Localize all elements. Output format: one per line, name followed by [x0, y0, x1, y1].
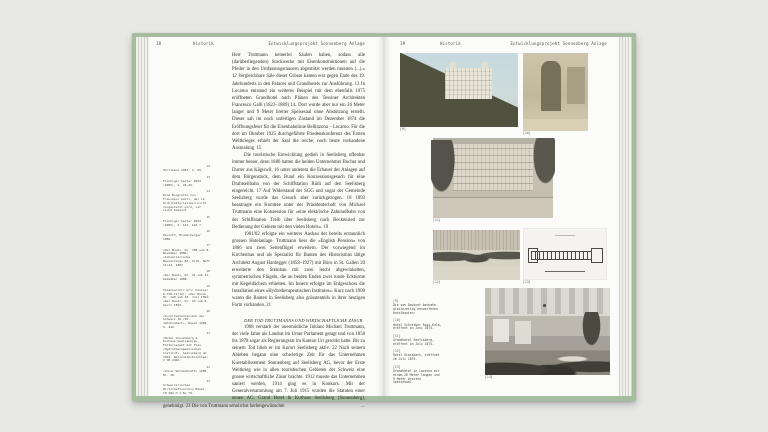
footnote [163, 165, 210, 173]
caption-ref: [11] [393, 333, 401, 338]
figure-label: [10] [523, 131, 531, 136]
footnote [163, 310, 210, 329]
footnote-text: Flückiger-Seiler 2003 (2005), S. 24–25. [163, 178, 201, 187]
footnote-number: 13 [206, 174, 210, 179]
photo-tower-hotel [523, 53, 588, 136]
caption-text: Grandhotel Seelisberg, eröffnet im Juli 1875. [393, 337, 434, 346]
footnote-number: 21 [206, 331, 210, 336]
caption-column [393, 300, 443, 389]
footnote-number: 20 [206, 309, 210, 314]
tower-shape [541, 61, 561, 111]
figure-label: [9] [400, 127, 406, 132]
figure-label: [11] [433, 218, 441, 223]
photo-hotel-facade [433, 138, 553, 223]
tree-right-shape [531, 138, 555, 189]
footnote-text: Schweizerisches Wirtschaftsarchiv Basel, CH SWA H I Bv 79. [163, 383, 207, 395]
figure-caption [393, 366, 443, 386]
footnote-number: 16 [206, 229, 210, 234]
footnote [163, 332, 210, 363]
caption-text: Grandhotel in Locarno mit einem 26 Meter langen und 9 Meter breiten Speisesaal. [393, 368, 440, 385]
book-cover [132, 33, 636, 409]
foreground-shape [433, 267, 520, 280]
figure-label: [12] [433, 280, 441, 285]
continuation-arrow-icon: → [360, 403, 365, 409]
footnote-number: 12 [206, 164, 210, 168]
photo-dining-hall-interior [485, 288, 610, 380]
open-pages [136, 37, 632, 409]
figure-label: [14] [485, 375, 493, 380]
photo-hillside-hotel [400, 53, 518, 132]
footnote-number: 22 [206, 364, 210, 369]
caption-text: Hotel Schreiber Rigi-Kulm, eröffnet im Juni 1875. [393, 322, 442, 331]
plan-scale-bar [545, 271, 585, 272]
footnote [163, 366, 210, 378]
figure-caption [393, 335, 443, 347]
footnote-text: «Hotel Sonnenberg & Kurhaus Seelisberg», Faltprospekt mit Plan «Hydrotherapeutisches Institut», Seelisberg um 1903, Nationalbibliothek: V SM 2466. [163, 335, 209, 363]
caption-ref: [9] [393, 299, 399, 303]
footnote-text: Hürlimann 1983, S. 65. [163, 168, 203, 173]
caption-text: Hotel Giessbach, eröffnet im Juli 1875. [393, 353, 440, 362]
caption-ref: [13] [393, 364, 401, 369]
figure-caption [393, 300, 443, 316]
side-wing-shape [567, 67, 585, 104]
book-spine-gutter [377, 37, 391, 396]
right-page-number: 19 [400, 41, 406, 46]
footnote [163, 285, 210, 308]
footnote-text: «Urner Wochenblatt» 1908, Nr. 18. [163, 368, 209, 377]
photo-hotel-garden [433, 230, 520, 285]
plan-title-line [555, 235, 575, 236]
paragraph-tourism: Die touristische Entwicklung gedieh in Seelisberg offenbar immer besser, denn 1886 hatten die beiden Unternehmer Bucher und Durrer aus Kägiswil, 16 unter anderem die Erbauer der Anlagen auf dem Bürgenstock, dem Bund ein Konzessionsgesuch für eine Drahtseilbahn von der Schiffstation Rütli auf den Seelisberg eingereicht. 17 Auf Widerstand der SGG und sogar der Gemeinde Seelisberg wurde das Gesuch aber zurückgezogen. 18 1893 beantragte ein Komitee unter der Präsidentschaft von Michael Truttmann eine Konzession für «eine elektrische Zahnradbahn von der Schiffstation Treib über Seelisberg nach Beckenried zur Bedienung der Gebiete mit den vielen Hotels». 19 [232, 153, 365, 230]
footnote-number: 14 [206, 188, 210, 193]
garden-trees-shape [433, 245, 520, 266]
footnote-text: Flückiger-Seiler 2003 (2005), S. 141, 144 f. [163, 218, 203, 227]
footnote [163, 380, 210, 396]
facade-shape [453, 144, 532, 190]
footnote-text: Eine Biografie von Francesco Galli, der im Architekturlexikon nicht vorgestellt wird, ist nicht bekannt. [163, 193, 207, 213]
terrace-shape [433, 197, 553, 218]
footnote-text: «Architektenlexikon der Schweiz 19./20. Jahrhundert», Basel 1998, S. 242. [163, 313, 209, 329]
hotel-building-shape [445, 68, 492, 99]
palm-plant-shape [580, 312, 603, 350]
paragraph-expansion: 1901/02 erfolgte ein weiterer Ausbau der bereits erstaunlich grossen Hotelanlage. Truttmann liess die «English Pension» von 1866 um zwei Seitenflügel erweitern. Der vorwiegend im Kirchenbau und als Spezialist für Bauten des Historismus tätige Architekt August Hardegger (1858–1927) mit Büro in St. Gallen 20 erweiterte den Steinbau mit zwei leicht abgewinkelten, symmetrischen Flügeln, die an beiden Enden zwei runde Ecktürme mit Kegeldächern erhielten. Im Innern erfolgte im Erdgeschoss die Installation eines «Hydrotherapeutischen Institutes». Kurz nach 1900 waren die Bauten in Seelisberg also grösstenteils in ihrer heutigen Form vorhanden. 21 [232, 231, 365, 309]
foreground-path-shape [523, 119, 588, 131]
plan-right-wing [591, 248, 603, 263]
floor-plan-drawing [523, 228, 607, 285]
left-running-title: Entwicklungsprojekt Sonnenberg Anlage [268, 41, 365, 46]
footnote [163, 230, 210, 242]
plan-body [531, 251, 600, 260]
paragraph-death-caesura: 1908 verstarb der unermüdliche Initiant Michael Truttmann, der viele Jahre als Landrat im Urner Parlament getagt und von 1858 bis 1878 sogar als Regierungsrat im Kanton Uri gewirkt hatte. Bis zu seinem Tod blieb er im Kurort Seelisberg aktiv. 22 Nach seinem Ableben begann eine schwierige Zeit für das Unternehmen Kuretablissement Sonnenberg auf Seelisberg AG, bevor der Erste Weltkrieg wie in allen touristischen Gebieten der Schweiz eine grosse wirtschaftliche Zäsur brachte. 1912 musste das Unternehmen saniert werden, 1914 ging es in Konkurs. Mit der Generalversammlung am 7. Juli 1915 wurden die Statuten einer neuen AG, Grand Hotel & Kurhaus Seelisberg (Sonnenberg), genehmigt. 23 Die von Truttmann sehnlichst herbeigewünschte [163, 324, 365, 409]
footnote-text: Danioth, Hinderberger 1986. [163, 233, 201, 242]
right-running-title: Entwicklungsprojekt Sonnenberg Anlage [510, 41, 607, 46]
caption-text: Die von Davinet beinahe gleichzeitig entworfenen Hotelbauten: [393, 303, 438, 316]
footnote-column [163, 165, 232, 398]
footnote [163, 244, 210, 267]
footnote-number: 19 [206, 283, 210, 288]
caption-ref: [10] [393, 318, 401, 323]
section-heading: DER TOD TRUTTMANNS UND WIRTSCHAFTLICHE ZÄSUR [244, 317, 363, 323]
caption-ref: [12] [393, 349, 401, 354]
window-shapes [493, 319, 509, 342]
footnote-number: 17 [206, 243, 210, 248]
left-page-number: 18 [156, 41, 162, 46]
figure-caption [393, 350, 443, 362]
footnote [163, 270, 210, 282]
furniture-shapes [485, 352, 610, 375]
footnote [163, 190, 210, 213]
footnote-number: 23 [206, 379, 210, 384]
paragraph-continuation: Herr Truttmann keinerlei Säulen haben, sodass alle (darüberliegenden) Stockwerke mit Eisenkonstruktionen auf die Pfeiler in den Umfassungsmauern abgestützt werden mussten (...).» 12 Vergleichbare Säle dieser Grösse kamen erst gegen Ende des 19. Jahrhunderts in den Palaces und Grandhotels zur Ausführung. 13 In Locarno entstand ein weiteres Beispiel mit dem ebenfalls 1875 eröffneten Grandhotel nach Plänen des Tessiner Architekten Francesco Galli (1822–1889) 14. Dort wurde aber nur ein 26 Meter langer und 9 Meter breiter Speisesaal ohne Abstützung erstellt. Dieser sah im noch unfertigen Zustand im Dezember 1874 die Eröffnungsfeier für die Eisenbahnlinie Bellinzona – Locarno. Für die dort im Oktober 1925 durchgeführte Friedenskonferenz des Ersten Weltkrieges erhielt der Saal die reiche, noch heute vorhandene Ausmalung. 15 [232, 53, 365, 152]
chandelier-shape [541, 302, 548, 309]
page-fore-edge-right [619, 37, 632, 396]
figure-label: [13] [523, 280, 531, 285]
footnote [163, 176, 210, 188]
footnote-number: 18 [206, 269, 210, 274]
body-text-column [163, 52, 365, 410]
footnote-text: «Der Bund», Nr. 21 vom 31. Dezember 1888. [163, 273, 210, 282]
left-section-label: Historik [193, 41, 214, 46]
footnote-text: «Der Bund», Nr. 308 vom 8. November 1886; «Schweizerische Bauzeitung» Bd. 9/10, Heft 11/12, 1887. [163, 247, 210, 267]
footnote-text: Staatsarchiv Uri: Dossier R-720-12(12); «Der Bund», Nr. 128 vom 28. Juli 1893; «Der Bund», Nr. 93 vom 8. April 1893. [163, 287, 210, 307]
figure-caption [393, 319, 443, 331]
right-section-label: Historik [440, 41, 461, 46]
footnote-number: 15 [206, 214, 210, 219]
tree-left-shape [431, 140, 457, 198]
footnote [163, 216, 210, 228]
page-fore-edge-left [136, 37, 149, 396]
